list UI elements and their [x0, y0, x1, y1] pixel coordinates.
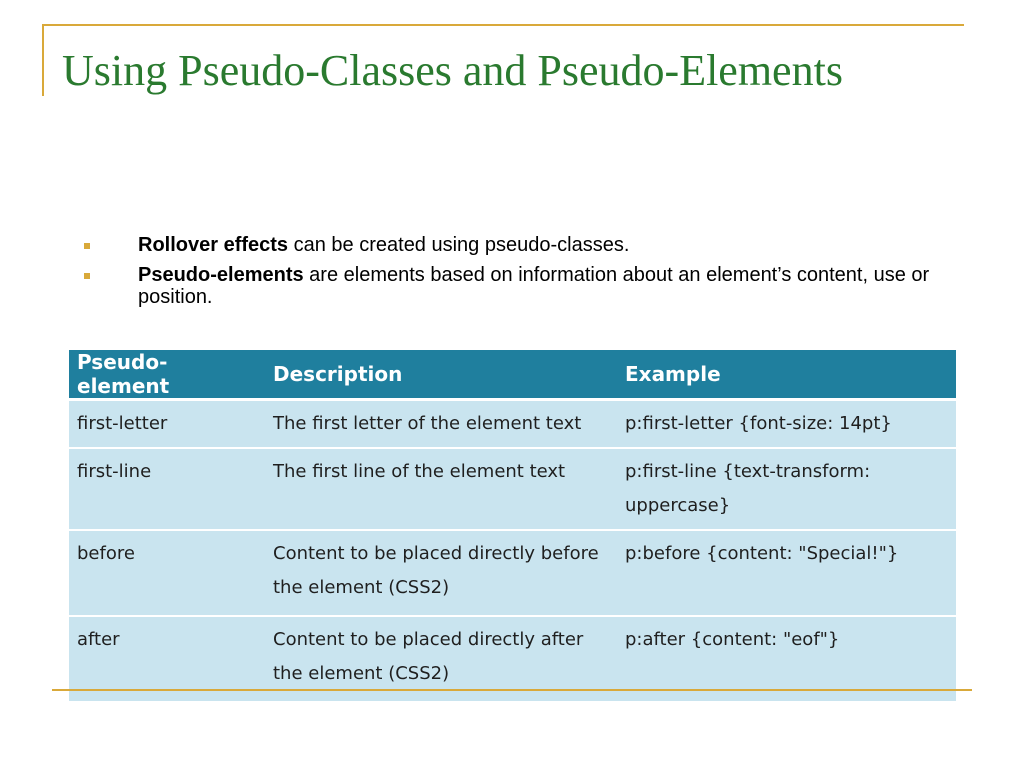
table-cell: The first letter of the element text [265, 400, 617, 449]
left-accent-line [42, 24, 44, 96]
table-cell: first-letter [69, 400, 265, 449]
table-cell: Content to be placed directly after the element (CSS2) [265, 616, 617, 701]
table-header-row [69, 350, 956, 400]
table-cell: first-line [69, 448, 265, 530]
bottom-accent-line [52, 689, 972, 691]
bullet-text: are elements based on information about an element’s content, use or position. [138, 264, 930, 308]
bullet-item [80, 264, 940, 308]
table-row [69, 530, 956, 616]
table-cell: p:first-line {text-transform: uppercase} [617, 448, 956, 530]
header-example: Example [617, 350, 956, 400]
bullet-item [80, 234, 940, 256]
top-accent-line [42, 24, 964, 26]
slide-title: Using Pseudo-Classes and Pseudo-Elements [62, 46, 843, 95]
pseudo-element-table [69, 350, 956, 701]
table-cell: The first line of the element text [265, 448, 617, 530]
table-row [69, 400, 956, 449]
table-cell: before [69, 530, 265, 616]
table-cell: after [69, 616, 265, 701]
pseudo-element-table-image [69, 350, 956, 684]
table-cell: p:before {content: "Special!"} [617, 530, 956, 616]
table-cell: p:first-letter {font-size: 14pt} [617, 400, 956, 449]
header-pseudo-element: Pseudo-element [69, 350, 265, 400]
bullet-bold-text: Rollover effects [138, 234, 289, 256]
square-bullet-icon [84, 243, 90, 249]
header-description: Description [265, 350, 617, 400]
bullet-bold-text: Pseudo-elements [138, 264, 304, 286]
bullet-text: can be created using pseudo-classes. [288, 234, 630, 256]
square-bullet-icon [84, 273, 90, 279]
table-cell: p:after {content: "eof"} [617, 616, 956, 701]
table-cell: Content to be placed directly before the element (CSS2) [265, 530, 617, 616]
table-row [69, 448, 956, 530]
bullet-list [80, 234, 940, 316]
